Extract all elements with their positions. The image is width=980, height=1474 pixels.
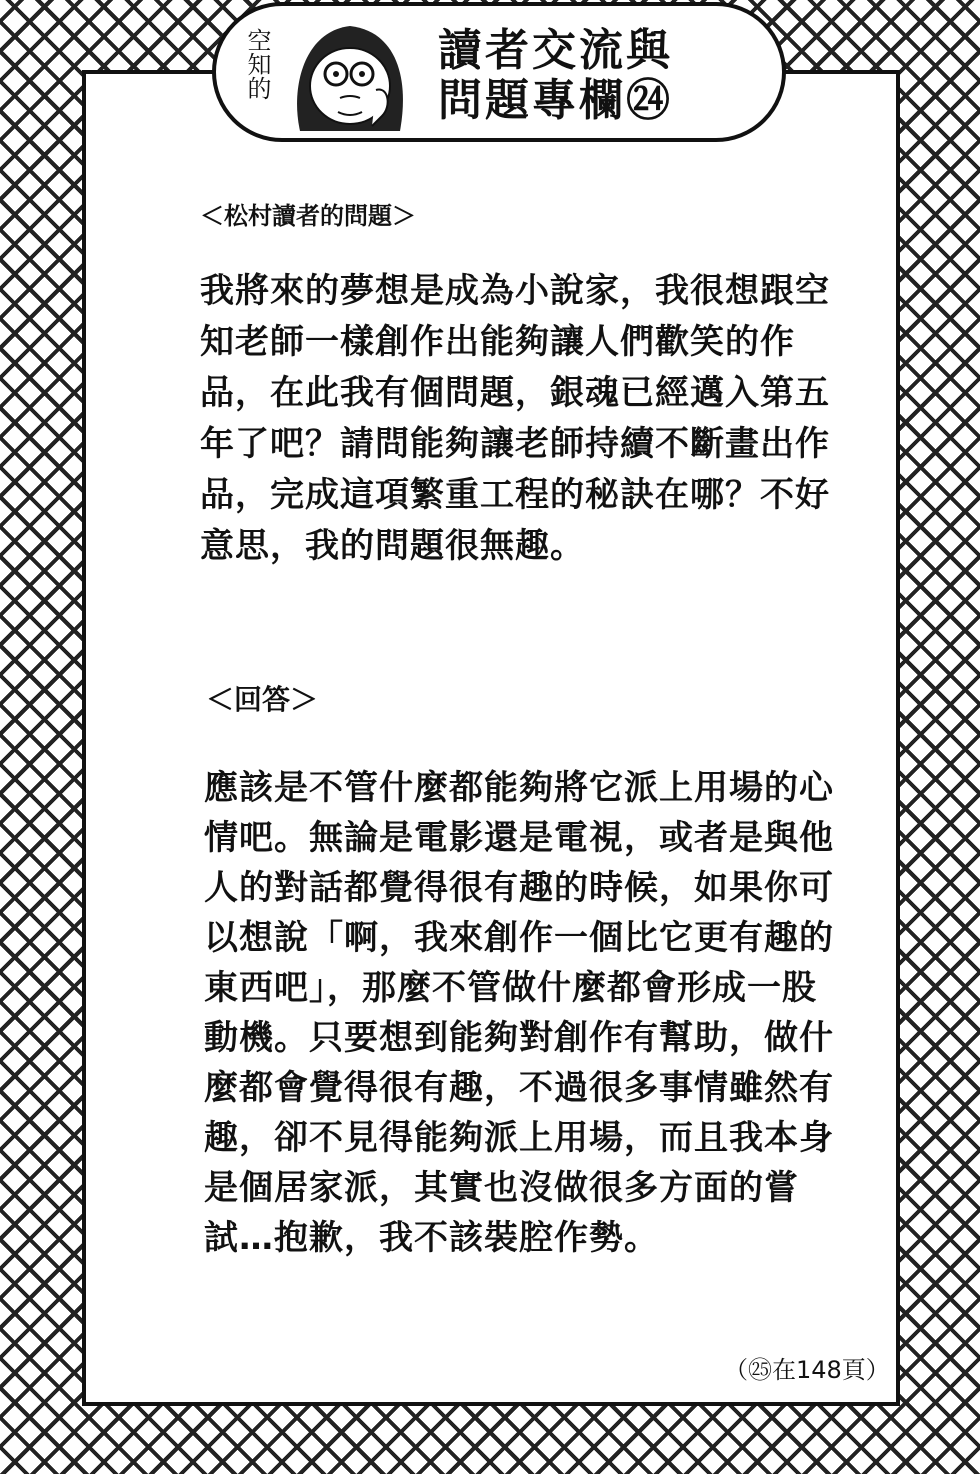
question-text: 我將來的夢想是成為小說家，我很想跟空知老師一樣創作出能夠讓人們歡笑的作品，在此我有個問題，銀魂已經邁入第五年了吧？請問能夠讓老師持續不斷畫出作品，完成這項繁重工程的秘訣在哪？不好意思，我的問題很無趣。 <box>200 271 830 566</box>
brand-label: 空知的 <box>243 28 271 100</box>
continued-note: （㉕在148頁） <box>724 1356 890 1384</box>
title-line-1: 讀者交流與 <box>438 25 673 76</box>
column-title <box>438 26 673 126</box>
answer-heading: ＜回答＞ <box>206 683 319 716</box>
title-line-2: 問題專欄㉔ <box>438 75 673 126</box>
answer-text: 應該是不管什麼都能夠將它派上用場的心情吧。無論是電影還是電視，或者是與他人的對話都覺得很有趣的時候，如果你可以想說「啊，我來創作一個比它更有趣的東西吧」，那麼不管做什麼都會形成一股動機。只要想到能夠對創作有幫助，做什麼都會覺得很有趣，不過很多事情雖然有趣，卻不見得能夠派上用場，而且我本身是個居家派，其實也沒做很多方面的嘗試…抱歉，我不該裝腔作勢。 <box>204 768 834 1258</box>
column-header <box>212 2 786 142</box>
gorilla-face-icon <box>280 16 420 136</box>
question-heading: ＜松村讀者的問題＞ <box>200 202 416 230</box>
